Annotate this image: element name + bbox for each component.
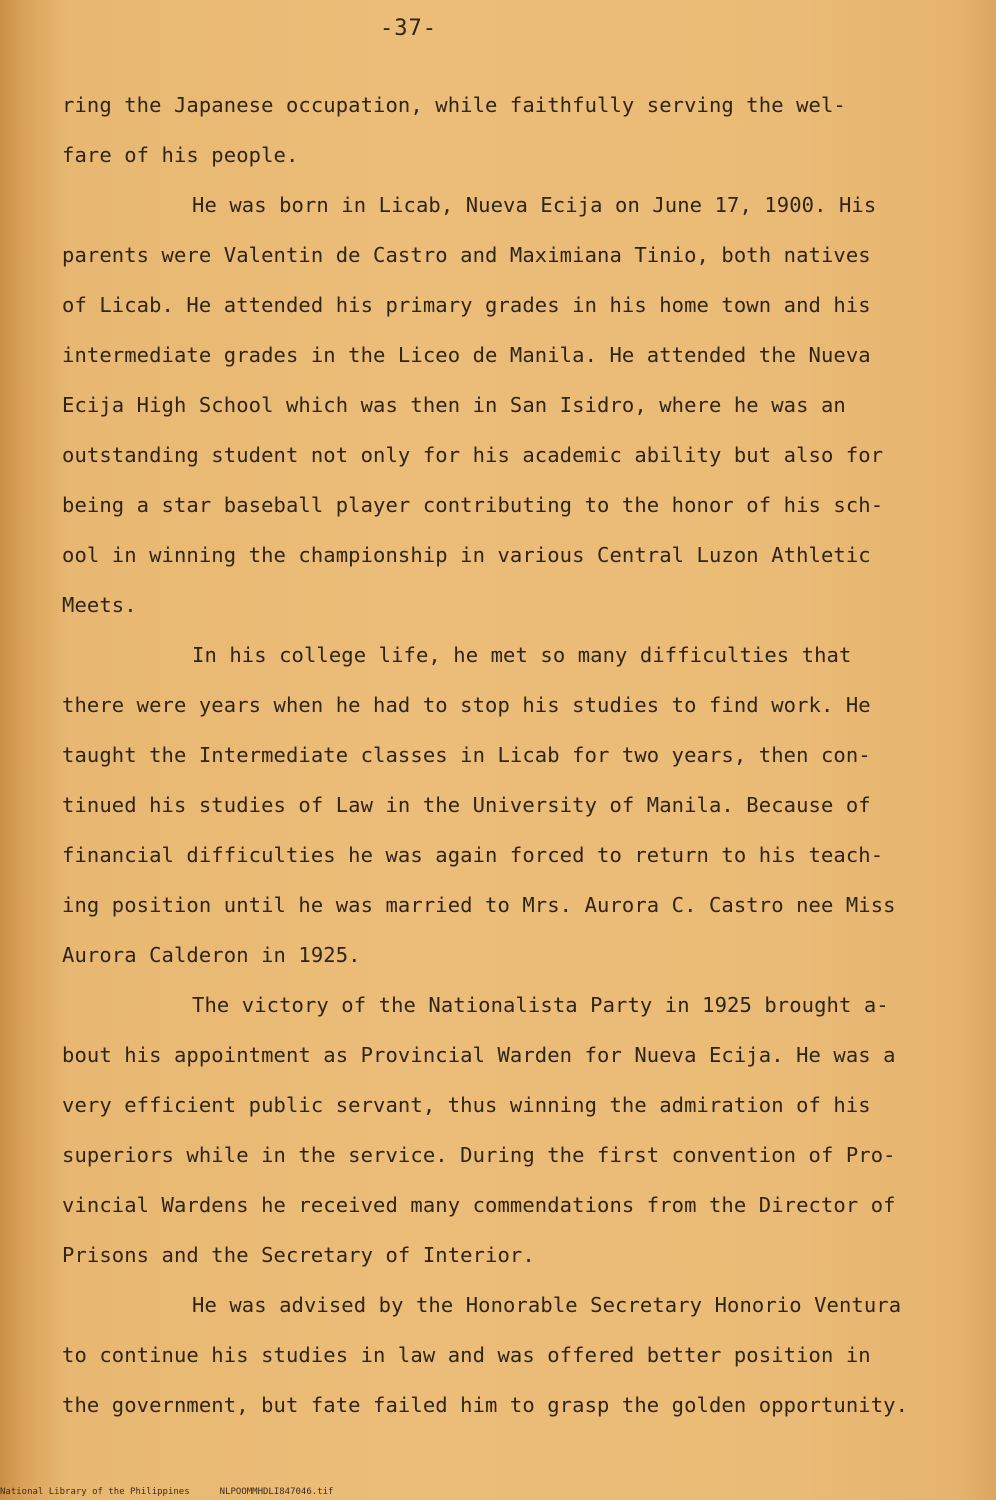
- body-text: [62, 80, 942, 1430]
- text-line: Aurora Calderon in 1925.: [62, 943, 361, 967]
- text-line: Ecija High School which was then in San Isidro, where he was an: [62, 393, 846, 417]
- text-line: tinued his studies of Law in the University of Manila. Because of: [62, 793, 871, 817]
- text-line: very efficient public servant, thus winning the admiration of his: [62, 1093, 871, 1117]
- text-line: He was advised by the Honorable Secretary Honorio Ventura: [192, 1293, 902, 1317]
- text-line: outstanding student not only for his academic ability but also for: [62, 443, 884, 467]
- text-line: financial difficulties he was again forced to return to his teach-: [62, 843, 884, 867]
- text-line: ring the Japanese occupation, while faithfully serving the wel-: [62, 93, 846, 117]
- text-line: Prisons and the Secretary of Interior.: [62, 1243, 535, 1267]
- text-line: intermediate grades in the Liceo de Manila. He attended the Nueva: [62, 343, 871, 367]
- text-line: bout his appointment as Provincial Warden for Nueva Ecija. He was a: [62, 1043, 896, 1067]
- text-line: superiors while in the service. During the first convention of Pro-: [62, 1143, 896, 1167]
- text-line: ool in winning the championship in various Central Luzon Athletic: [62, 543, 871, 567]
- footer-file: NLPOOMMHDLI847046.tif: [219, 1487, 334, 1497]
- text-line: to continue his studies in law and was offered better position in: [62, 1343, 871, 1367]
- text-line: ing position until he was married to Mrs. Aurora C. Castro nee Miss: [62, 893, 896, 917]
- text-line: The victory of the Nationalista Party in 1925 brought a-: [192, 993, 889, 1017]
- text-line: parents were Valentin de Castro and Maximiana Tinio, both natives: [62, 243, 871, 267]
- text-line: being a star baseball player contributing to the honor of his sch-: [62, 493, 884, 517]
- text-line: there were years when he had to stop his studies to find work. He: [62, 693, 871, 717]
- text-line: the government, but fate failed him to grasp the golden opportunity.: [62, 1393, 909, 1417]
- footer: [0, 1487, 363, 1497]
- text-line: taught the Intermediate classes in Licab for two years, then con-: [62, 743, 871, 767]
- footer-library: National Library of the Philippines: [0, 1487, 190, 1497]
- page-number: -37-: [380, 16, 437, 41]
- text-line: of Licab. He attended his primary grades in his home town and his: [62, 293, 871, 317]
- text-line: fare of his people.: [62, 143, 299, 167]
- text-line: Meets.: [62, 593, 137, 617]
- text-line: vincial Wardens he received many commendations from the Director of: [62, 1193, 896, 1217]
- text-line: In his college life, he met so many difficulties that: [192, 643, 852, 667]
- text-line: He was born in Licab, Nueva Ecija on June 17, 1900. His: [192, 193, 877, 217]
